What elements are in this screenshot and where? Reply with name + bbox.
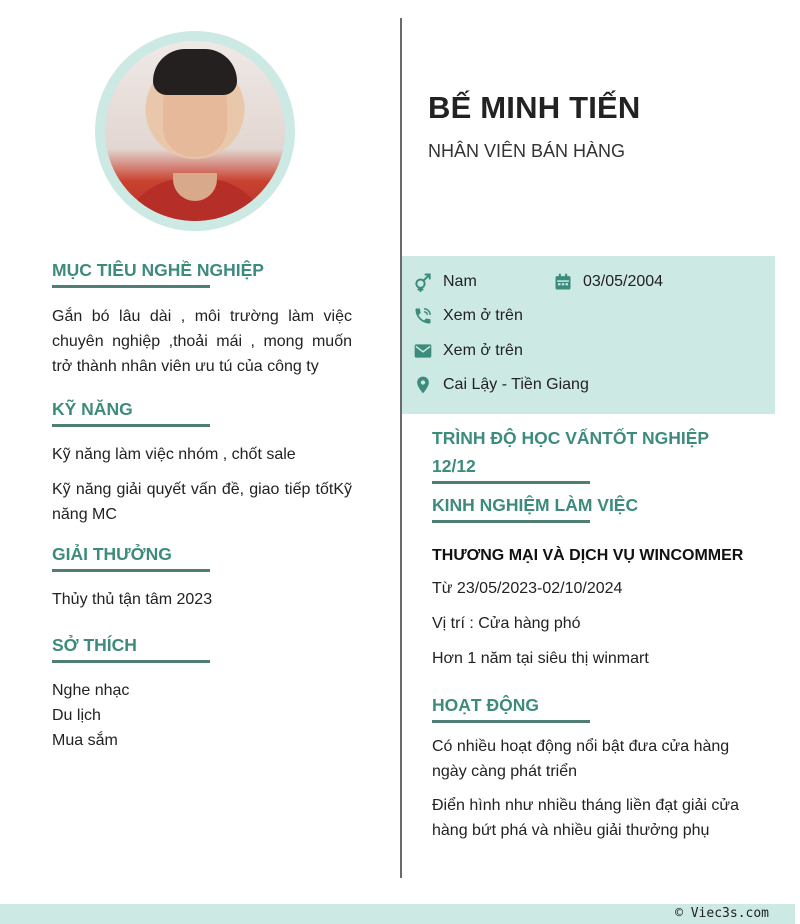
gender-icon — [413, 272, 433, 292]
phone-value: Xem ở trên — [443, 307, 523, 324]
section-title: GIẢI THƯỞNG — [52, 544, 172, 564]
hobby-item: Du lịch — [52, 707, 101, 724]
column-divider — [400, 18, 402, 878]
birthdate-value: 03/05/2004 — [583, 273, 664, 290]
location-icon — [413, 375, 433, 395]
skill-item: Kỹ năng làm việc nhóm , chốt sale — [52, 446, 296, 463]
work-period: Từ 23/05/2023-02/10/2024 — [432, 580, 623, 597]
education-title: TRÌNH ĐỘ HỌC VẤNTỐT NGHIỆP 12/12 — [432, 428, 709, 476]
contact-gender — [413, 272, 477, 292]
company-name: THƯƠNG MẠI VÀ DỊCH VỤ WINCOMMER — [432, 547, 744, 564]
calendar-icon — [553, 272, 573, 292]
section-title: KINH NGHIỆM LÀM VIỆC — [432, 495, 639, 515]
contact-address — [413, 375, 589, 395]
footer-bar — [0, 904, 795, 924]
activities-section — [432, 691, 750, 843]
section-underline — [52, 424, 210, 427]
skills-section — [52, 397, 352, 527]
contact-birthdate — [553, 272, 663, 292]
address-value: Cai Lậy - Tiền Giang — [443, 376, 589, 393]
activity-item: Có nhiều hoạt động nổi bật đưa cửa hàng ngày càng phát triển — [432, 738, 730, 780]
phone-icon — [413, 306, 433, 326]
section-underline — [432, 481, 590, 484]
avatar-frame — [95, 31, 295, 231]
email-value: Xem ở trên — [443, 342, 523, 359]
career-objective-section — [52, 258, 352, 379]
avatar — [105, 41, 285, 221]
career-objective-text: Gắn bó lâu dài , môi trường làm việc chuyên nghiệp ,thoải mái , mong muốn trở thành nhân viên ưu tú của công ty — [52, 308, 352, 375]
section-underline — [432, 720, 590, 723]
section-title: SỞ THÍCH — [52, 635, 137, 655]
education-section — [432, 424, 732, 484]
contact-panel — [402, 256, 775, 414]
section-underline — [52, 285, 210, 288]
contact-phone — [413, 306, 523, 326]
section-title: HOẠT ĐỘNG — [432, 695, 539, 715]
award-item: Thủy thủ tận tâm 2023 — [52, 591, 213, 608]
section-title: KỸ NĂNG — [52, 399, 133, 419]
footer-credit: © Viec3s.com — [675, 906, 769, 921]
job-title: NHÂN VIÊN BÁN HÀNG — [428, 141, 626, 161]
hobby-item: Mua sắm — [52, 732, 118, 749]
work-position: Vị trí : Cửa hàng phó — [432, 615, 581, 632]
activity-item: Điển hình như nhiều tháng liền đạt giải cửa hàng bứt phá và nhiều giải thưởng phụ — [432, 797, 739, 839]
section-underline — [52, 569, 210, 572]
section-underline — [432, 520, 590, 523]
section-title: MỤC TIÊU NGHỀ NGHIỆP — [52, 260, 264, 280]
skill-item: Kỹ năng giải quyết vấn đề, giao tiếp tốtKỹ năng MC — [52, 481, 352, 523]
gender-value: Nam — [443, 273, 477, 290]
awards-section — [52, 542, 352, 612]
section-underline — [52, 660, 210, 663]
hobbies-section — [52, 633, 352, 753]
hobby-item: Nghe nhạc — [52, 682, 130, 699]
contact-email — [413, 341, 523, 361]
candidate-name: BẾ MINH TIẾN — [428, 90, 641, 125]
work-description: Hơn 1 năm tại siêu thị winmart — [432, 650, 649, 667]
email-icon — [413, 341, 433, 361]
experience-section — [432, 491, 762, 671]
